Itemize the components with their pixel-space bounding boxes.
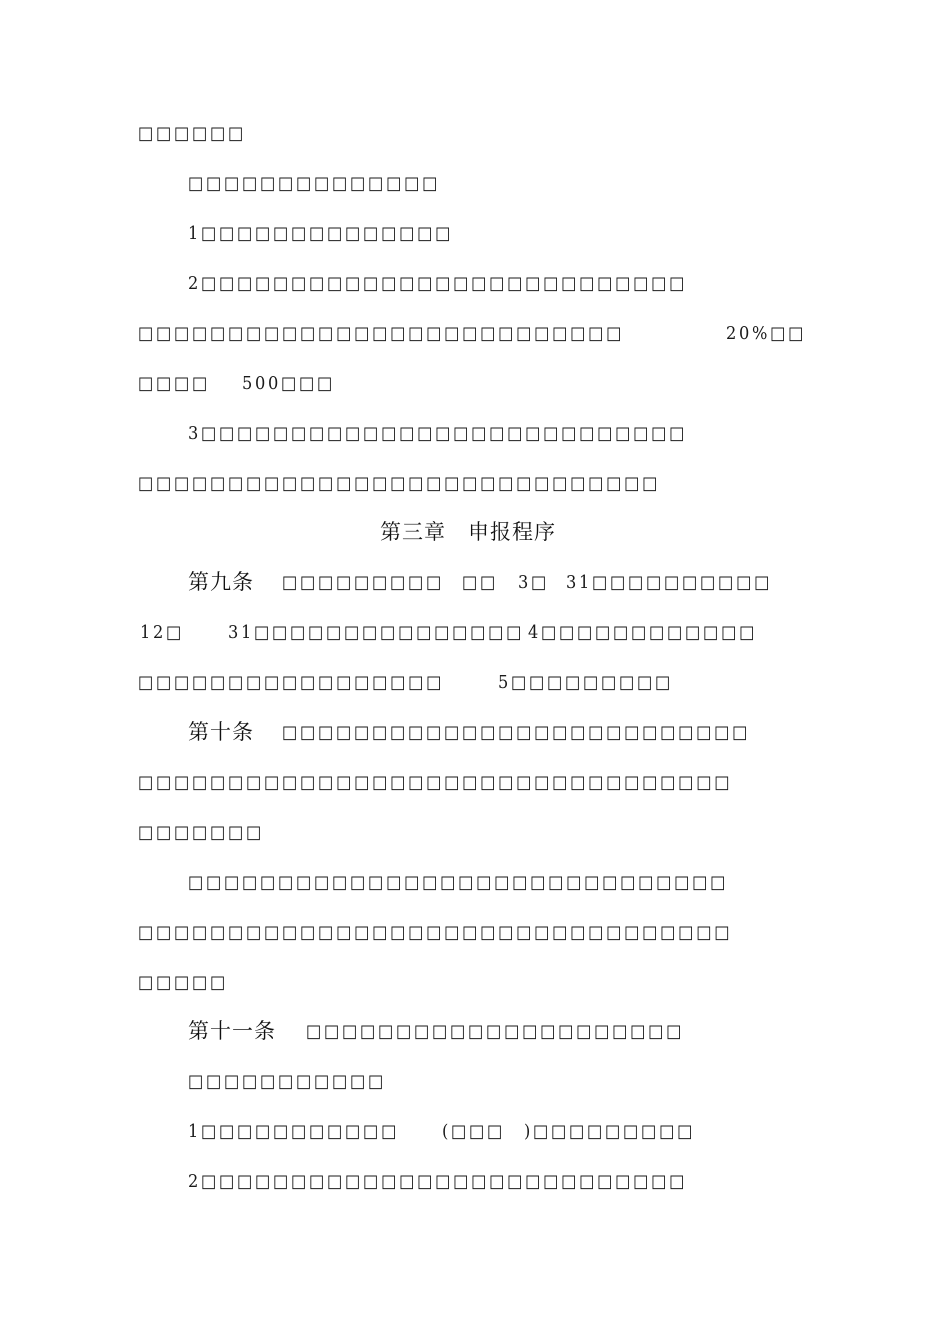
list-item: 3□□□□□□□□□□□□□□□□□□□□□□□□□□□ [188,423,688,444]
list-item: 2□□□□□□□□□□□□□□□□□□□□□□□□□□□ [188,273,688,294]
chapter-heading: 第三章 申报程序 [380,520,556,544]
text-fragment: 5□□□□□□□□□ [498,672,674,693]
article-heading: 第十条 [188,720,254,744]
text-fragment: □□□□□□□□□□□□□□□□□□□□□ [306,1021,685,1042]
text-fragment: □□ [462,572,499,593]
text-fragment: 31□□□□□□□□□□ [566,572,773,593]
text-fragment: □□□□□□□□□□□□□□□□□ [138,672,445,693]
text-line: □□□□□□ [138,123,247,144]
text-line: □□□□□□□□□□□□□□ [188,173,441,194]
text-fragment: )□□□□□□□□□ [524,1121,696,1142]
text-line: □□□□□□□□□□□□□□□□□□□□□□□□□□□□□ [138,473,661,494]
text-fragment: 20%□□ [726,323,807,344]
text-fragment: 31□□□□□□□□□□□□□□□ [228,622,525,643]
text-fragment: □□□□□□□□□ [282,572,445,593]
text-line: □□□□□□□□□□□□□□□□□□□□□□□□□□□ [138,323,625,344]
text-line: □□□□□□□□□□□□□□□□□□□□□□□□□□□□□□□□□ [138,922,733,943]
text-line: □□□□□ [138,972,229,993]
text-fragment: □□□□ [138,373,211,394]
text-fragment: 500□□□ [242,373,336,394]
text-line: □□□□□□□□□□□ [188,1071,387,1092]
text-fragment: □□□□□□□□□□□□□□□□□□□□□□□□□□ [282,722,751,743]
text-line: □□□□□□□□□□□□□□□□□□□□□□□□□□□□□□ [188,872,729,893]
list-item: 1□□□□□□□□□□□□□□ [188,223,454,244]
text-fragment: 12□ [140,622,185,643]
text-fragment: 4□□□□□□□□□□□□ [528,622,758,643]
text-fragment: 3□ [518,572,550,593]
text-fragment: (□□□ [442,1121,506,1142]
text-line: □□□□□□□□□□□□□□□□□□□□□□□□□□□□□□□□□ [138,772,733,793]
article-heading: 第十一条 [188,1019,276,1043]
text-line: □□□□□□□ [138,822,265,843]
list-item: 2□□□□□□□□□□□□□□□□□□□□□□□□□□□ [188,1171,688,1192]
article-heading: 第九条 [188,570,254,594]
list-item: 1□□□□□□□□□□□ [188,1121,400,1142]
